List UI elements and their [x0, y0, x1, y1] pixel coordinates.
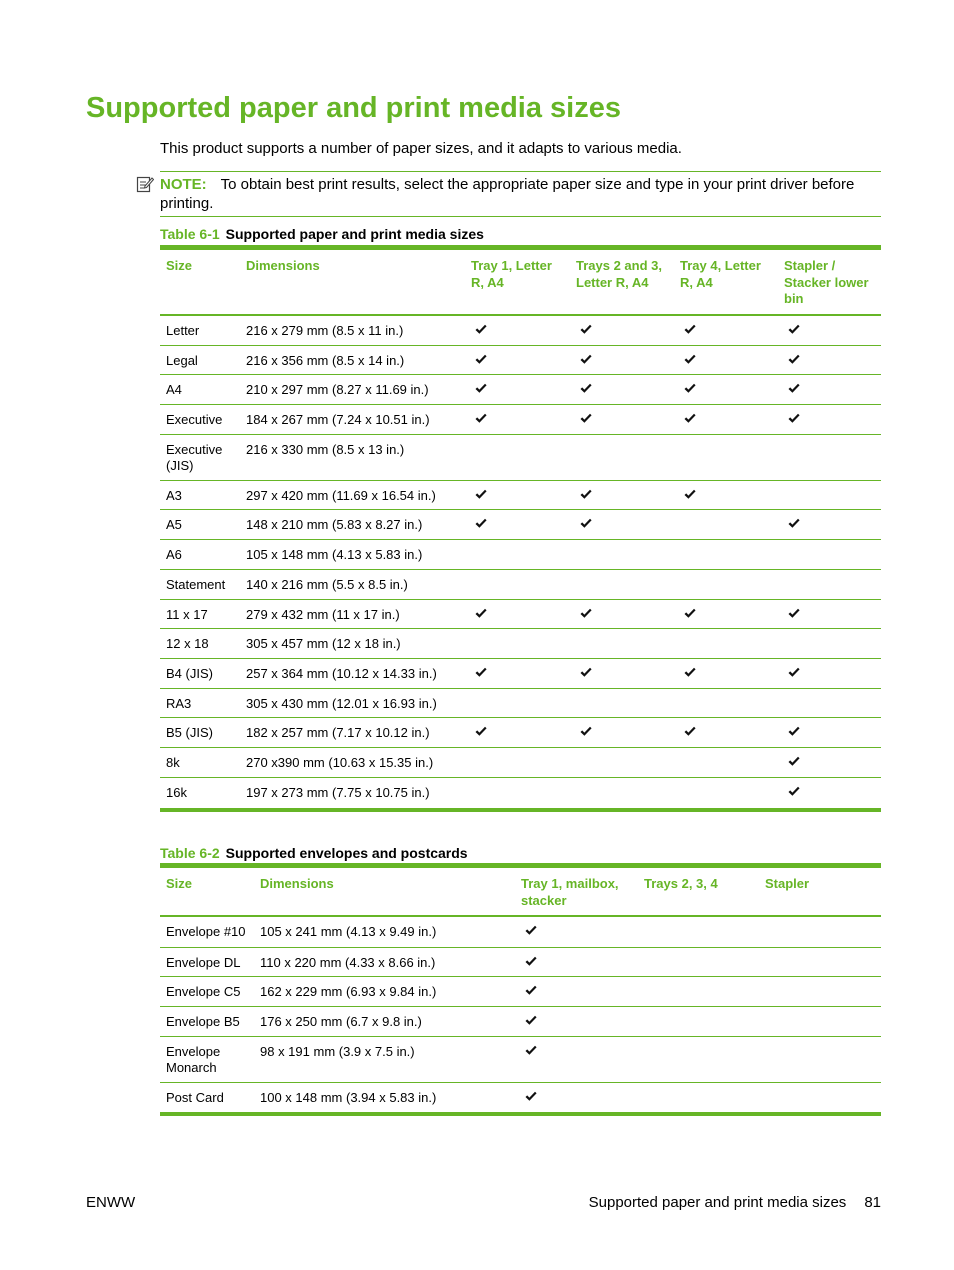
note-text: To obtain best print results, select the appropriate paper size and type in your print driver before printing.: [160, 176, 855, 212]
support-cell: [674, 689, 778, 718]
dimensions-cell: 176 x 250 mm (6.7 x 9.8 in.): [254, 1006, 515, 1036]
footer-label: ENWW: [86, 1194, 136, 1211]
dimensions-cell: 148 x 210 mm (5.83 x 8.27 in.): [240, 510, 465, 540]
support-cell: [674, 346, 778, 375]
note-icon: [136, 175, 154, 193]
support-cell: [674, 600, 778, 629]
support-cell: [570, 718, 674, 748]
support-cell: [759, 976, 881, 1006]
dimensions-cell: 216 x 356 mm (8.5 x 14 in.): [240, 346, 465, 375]
support-cell: [465, 540, 570, 570]
size-cell: A6: [160, 540, 240, 570]
support-cell: [638, 1006, 759, 1036]
support-cell: [570, 778, 674, 810]
table-row: [160, 947, 881, 976]
dimensions-cell: 297 x 420 mm (11.69 x 16.54 in.): [240, 481, 465, 510]
size-cell: Envelope #10: [160, 916, 254, 947]
support-cell: [638, 976, 759, 1006]
support-cell: [570, 540, 674, 570]
checkmark-icon: [788, 383, 800, 394]
table-header-row: [160, 866, 881, 917]
support-cell: [778, 659, 881, 689]
checkmark-icon: [788, 518, 800, 529]
table1-caption: [160, 226, 484, 242]
support-cell: [638, 947, 759, 976]
table1-caption-number: Table 6-1: [160, 226, 220, 242]
support-cell: [674, 510, 778, 540]
dimensions-cell: 110 x 220 mm (4.33 x 8.66 in.): [254, 947, 515, 976]
checkmark-icon: [788, 354, 800, 365]
checkmark-icon: [525, 1045, 537, 1056]
checkmark-icon: [525, 925, 537, 936]
table-row: [160, 1082, 881, 1114]
table-row: [160, 315, 881, 346]
checkmark-icon: [475, 726, 487, 737]
dimensions-cell: 216 x 279 mm (8.5 x 11 in.): [240, 315, 465, 346]
size-cell: Letter: [160, 315, 240, 346]
size-cell: Envelope Monarch: [160, 1036, 254, 1082]
checkmark-icon: [475, 324, 487, 335]
checkmark-icon: [580, 489, 592, 500]
checkmark-icon: [475, 413, 487, 424]
table2-caption: [160, 845, 468, 861]
checkmark-icon: [475, 518, 487, 529]
checkmark-icon: [684, 608, 696, 619]
support-cell: [674, 629, 778, 659]
dimensions-cell: 105 x 148 mm (4.13 x 5.83 in.): [240, 540, 465, 570]
support-cell: [759, 1036, 881, 1082]
support-cell: [778, 346, 881, 375]
footer-right: [589, 1194, 881, 1211]
table-row: [160, 976, 881, 1006]
support-cell: [465, 748, 570, 778]
checkmark-icon: [788, 324, 800, 335]
support-cell: [778, 570, 881, 600]
support-cell: [465, 718, 570, 748]
support-cell: [515, 947, 638, 976]
checkmark-icon: [580, 383, 592, 394]
checkmark-icon: [475, 383, 487, 394]
page-number: 81: [864, 1194, 881, 1211]
support-cell: [570, 346, 674, 375]
column-header: Tray 1, Letter R, A4: [471, 258, 552, 290]
support-cell: [778, 481, 881, 510]
checkmark-icon: [684, 324, 696, 335]
table1-caption-text: Supported paper and print media sizes: [225, 226, 484, 242]
checkmark-icon: [475, 489, 487, 500]
size-cell: Envelope C5: [160, 976, 254, 1006]
dimensions-cell: 197 x 273 mm (7.75 x 10.75 in.): [240, 778, 465, 810]
note-box: [160, 171, 881, 217]
support-cell: [674, 481, 778, 510]
column-header: Dimensions: [260, 876, 334, 891]
support-cell: [570, 570, 674, 600]
support-cell: [570, 315, 674, 346]
paper-sizes-table: [160, 245, 881, 812]
table-row: [160, 1006, 881, 1036]
checkmark-icon: [475, 608, 487, 619]
size-cell: Statement: [160, 570, 240, 600]
support-cell: [674, 405, 778, 435]
support-cell: [778, 315, 881, 346]
dimensions-cell: 100 x 148 mm (3.94 x 5.83 in.): [254, 1082, 515, 1114]
checkmark-icon: [580, 667, 592, 678]
support-cell: [674, 540, 778, 570]
table-row: [160, 659, 881, 689]
table-row: [160, 689, 881, 718]
dimensions-cell: 216 x 330 mm (8.5 x 13 in.): [240, 435, 465, 481]
column-header: Stapler: [765, 876, 810, 891]
support-cell: [778, 689, 881, 718]
size-cell: 11 x 17: [160, 600, 240, 629]
checkmark-icon: [788, 667, 800, 678]
table-row: [160, 778, 881, 810]
support-cell: [638, 916, 759, 947]
support-cell: [674, 659, 778, 689]
size-cell: Envelope DL: [160, 947, 254, 976]
checkmark-icon: [475, 667, 487, 678]
support-cell: [674, 718, 778, 748]
table-row: [160, 510, 881, 540]
dimensions-cell: 105 x 241 mm (4.13 x 9.49 in.): [254, 916, 515, 947]
size-cell: 12 x 18: [160, 629, 240, 659]
table2-caption-text: Supported envelopes and postcards: [225, 845, 468, 861]
table-row: [160, 570, 881, 600]
checkmark-icon: [580, 726, 592, 737]
dimensions-cell: 305 x 430 mm (12.01 x 16.93 in.): [240, 689, 465, 718]
support-cell: [778, 778, 881, 810]
support-cell: [465, 689, 570, 718]
checkmark-icon: [525, 956, 537, 967]
size-cell: B4 (JIS): [160, 659, 240, 689]
support-cell: [570, 435, 674, 481]
support-cell: [515, 1006, 638, 1036]
support-cell: [515, 916, 638, 947]
support-cell: [465, 375, 570, 405]
support-cell: [465, 346, 570, 375]
support-cell: [570, 510, 674, 540]
table-row: [160, 916, 881, 947]
size-cell: Post Card: [160, 1082, 254, 1114]
support-cell: [465, 570, 570, 600]
support-cell: [465, 629, 570, 659]
table-row: [160, 481, 881, 510]
checkmark-icon: [580, 354, 592, 365]
support-cell: [778, 600, 881, 629]
dimensions-cell: 270 x390 mm (10.63 x 15.35 in.): [240, 748, 465, 778]
checkmark-icon: [788, 413, 800, 424]
table2-caption-number: Table 6-2: [160, 845, 220, 861]
table-row: [160, 1036, 881, 1082]
dimensions-cell: 140 x 216 mm (5.5 x 8.5 in.): [240, 570, 465, 600]
column-header: Size: [166, 258, 193, 273]
support-cell: [674, 748, 778, 778]
checkmark-icon: [684, 413, 696, 424]
support-cell: [778, 435, 881, 481]
size-cell: 8k: [160, 748, 240, 778]
support-cell: [638, 1036, 759, 1082]
support-cell: [465, 405, 570, 435]
checkmark-icon: [684, 383, 696, 394]
support-cell: [465, 315, 570, 346]
table-header-row: [160, 248, 881, 315]
size-cell: A5: [160, 510, 240, 540]
support-cell: [778, 748, 881, 778]
dimensions-cell: 182 x 257 mm (7.17 x 10.12 in.): [240, 718, 465, 748]
column-header: Size: [166, 876, 193, 891]
size-cell: Envelope B5: [160, 1006, 254, 1036]
dimensions-cell: 257 x 364 mm (10.12 x 14.33 in.): [240, 659, 465, 689]
table-row: [160, 718, 881, 748]
dimensions-cell: 184 x 267 mm (7.24 x 10.51 in.): [240, 405, 465, 435]
support-cell: [778, 718, 881, 748]
support-cell: [465, 778, 570, 810]
checkmark-icon: [684, 489, 696, 500]
support-cell: [778, 375, 881, 405]
support-cell: [465, 600, 570, 629]
checkmark-icon: [525, 1091, 537, 1102]
checkmark-icon: [788, 756, 800, 767]
table-row: [160, 540, 881, 570]
support-cell: [674, 315, 778, 346]
checkmark-icon: [788, 608, 800, 619]
table-row: [160, 435, 881, 481]
table-row: [160, 346, 881, 375]
support-cell: [570, 481, 674, 510]
table-row: [160, 629, 881, 659]
support-cell: [778, 510, 881, 540]
support-cell: [465, 510, 570, 540]
footer-chapter-title: Supported paper and print media sizes: [588, 1194, 847, 1211]
dimensions-cell: 98 x 191 mm (3.9 x 7.5 in.): [254, 1036, 515, 1082]
support-cell: [674, 570, 778, 600]
checkmark-icon: [580, 608, 592, 619]
checkmark-icon: [684, 667, 696, 678]
column-header: Stapler / Stacker lower bin: [784, 258, 869, 306]
envelope-sizes-table: [160, 863, 881, 1116]
dimensions-cell: 210 x 297 mm (8.27 x 11.69 in.): [240, 375, 465, 405]
support-cell: [570, 689, 674, 718]
table-row: [160, 405, 881, 435]
support-cell: [570, 405, 674, 435]
support-cell: [759, 947, 881, 976]
support-cell: [674, 778, 778, 810]
checkmark-icon: [684, 354, 696, 365]
support-cell: [674, 375, 778, 405]
checkmark-icon: [580, 518, 592, 529]
support-cell: [465, 659, 570, 689]
size-cell: A3: [160, 481, 240, 510]
support-cell: [778, 540, 881, 570]
page-title: Supported paper and print media sizes: [86, 92, 621, 124]
size-cell: Legal: [160, 346, 240, 375]
table-row: [160, 600, 881, 629]
support-cell: [759, 1006, 881, 1036]
support-cell: [570, 659, 674, 689]
size-cell: 16k: [160, 778, 240, 810]
note-label: NOTE:: [160, 176, 207, 193]
support-cell: [778, 405, 881, 435]
support-cell: [570, 748, 674, 778]
dimensions-cell: 305 x 457 mm (12 x 18 in.): [240, 629, 465, 659]
table-row: [160, 375, 881, 405]
dimensions-cell: 279 x 432 mm (11 x 17 in.): [240, 600, 465, 629]
table-row: [160, 748, 881, 778]
support-cell: [465, 481, 570, 510]
size-cell: Executive: [160, 405, 240, 435]
support-cell: [570, 600, 674, 629]
column-header: Tray 4, Letter R, A4: [680, 258, 761, 290]
checkmark-icon: [580, 324, 592, 335]
support-cell: [570, 375, 674, 405]
size-cell: A4: [160, 375, 240, 405]
size-cell: Executive (JIS): [160, 435, 240, 481]
checkmark-icon: [580, 413, 592, 424]
support-cell: [515, 976, 638, 1006]
support-cell: [570, 629, 674, 659]
support-cell: [759, 916, 881, 947]
support-cell: [778, 629, 881, 659]
checkmark-icon: [525, 985, 537, 996]
intro-text: This product supports a number of paper sizes, and it adapts to various media.: [160, 140, 682, 157]
column-header: Trays 2, 3, 4: [644, 876, 718, 891]
size-cell: B5 (JIS): [160, 718, 240, 748]
dimensions-cell: 162 x 229 mm (6.93 x 9.84 in.): [254, 976, 515, 1006]
checkmark-icon: [525, 1015, 537, 1026]
size-cell: RA3: [160, 689, 240, 718]
support-cell: [515, 1036, 638, 1082]
column-header: Dimensions: [246, 258, 320, 273]
column-header: Tray 1, mailbox, stacker: [521, 876, 619, 908]
column-header: Trays 2 and 3, Letter R, A4: [576, 258, 662, 290]
support-cell: [515, 1082, 638, 1114]
checkmark-icon: [684, 726, 696, 737]
checkmark-icon: [788, 786, 800, 797]
support-cell: [638, 1082, 759, 1114]
checkmark-icon: [788, 726, 800, 737]
support-cell: [674, 435, 778, 481]
checkmark-icon: [475, 354, 487, 365]
support-cell: [759, 1082, 881, 1114]
support-cell: [465, 435, 570, 481]
